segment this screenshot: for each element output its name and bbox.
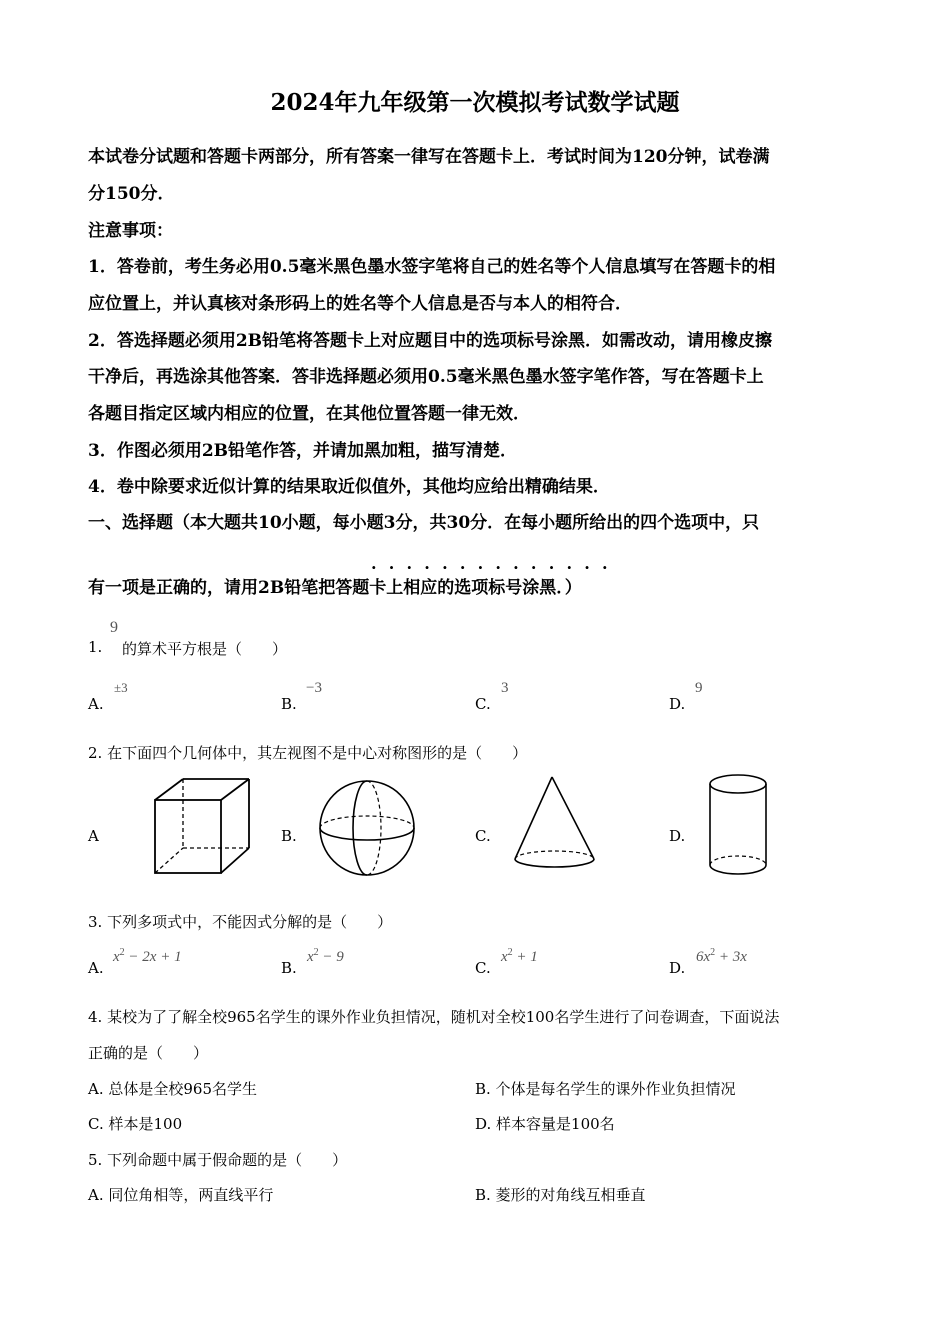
q1-option-d-value: 9 bbox=[695, 680, 703, 696]
q1-stem: 的算术平方根是（ ） bbox=[122, 640, 288, 658]
q3-option-b-label: B. bbox=[281, 959, 297, 977]
q1-option-c-value: 3 bbox=[501, 680, 509, 696]
note-line: 各题目指定区域内相应的位置，在其他位置答题一律无效． bbox=[88, 404, 530, 424]
q4-option-d: D. 样本容量是100名 bbox=[475, 1115, 615, 1133]
section-heading-line-1: 一、选择题（本大题共10小题，每小题3分，共30分．在每小题所给出的四个选项中，只 bbox=[88, 513, 760, 533]
q4-option-a: A. 总体是全校965名学生 bbox=[88, 1080, 257, 1098]
note-line: 4．卷中除要求近似计算的结果取近似值外，其他均应给出精确结果． bbox=[88, 477, 610, 497]
q2-stem: 2. 在下面四个几何体中，其左视图不是中心对称图形的是（ ） bbox=[88, 744, 528, 762]
notes-heading: 注意事项： bbox=[88, 221, 173, 241]
q5-stem: 5. 下列命题中属于假命题的是（ ） bbox=[88, 1151, 348, 1169]
q1-radicand: 9 bbox=[110, 619, 118, 636]
q1-option-a-label: A. bbox=[88, 695, 104, 713]
q1-option-c-label: C. bbox=[475, 695, 491, 713]
q3-option-d-label: D. bbox=[669, 959, 686, 977]
q4-option-b: B. 个体是每名学生的课外作业负担情况 bbox=[475, 1080, 736, 1098]
q1-option-b-label: B. bbox=[281, 695, 297, 713]
intro-line-1: 本试卷分试题和答题卡两部分，所有答案一律写在答题卡上．考试时间为120分钟，试卷满 bbox=[88, 147, 770, 167]
q2-option-c-label: C. bbox=[475, 827, 491, 845]
q1-number: 1. bbox=[88, 638, 103, 656]
q2-option-d-label: D. bbox=[669, 827, 686, 845]
q1-option-b-value: −3 bbox=[306, 680, 322, 696]
q5-option-b: B. 菱形的对角线互相垂直 bbox=[475, 1186, 646, 1204]
q1-option-a-value: ±3 bbox=[114, 680, 128, 695]
page-title: 2024年九年级第一次模拟考试数学试题 bbox=[270, 89, 680, 116]
note-line: 应位置上，并认真核对条形码上的姓名等个人信息是否与本人的相符合． bbox=[88, 294, 632, 314]
note-line: 3．作图必须用2B铅笔作答，并请加黑加粗，描写清楚． bbox=[88, 441, 518, 461]
cube-figure bbox=[152, 776, 254, 876]
q5-option-a: A. 同位角相等，两直线平行 bbox=[88, 1186, 274, 1204]
q3-option-c-expr: $x^2 + 1$ bbox=[501, 947, 538, 965]
section-heading-line-2: 有一项是正确的，请用2B铅笔把答题卡上相应的选项标号涂黑．） bbox=[88, 578, 582, 598]
cone-figure bbox=[512, 775, 598, 869]
q3-stem: 3. 下列多项式中，不能因式分解的是（ ） bbox=[88, 913, 393, 931]
q4-option-c: C. 样本是100 bbox=[88, 1115, 183, 1133]
q4-stem-line-1: 4. 某校为了了解全校965名学生的课外作业负担情况，随机对全校100名学生进行了问卷调查，下面说法 bbox=[88, 1008, 780, 1026]
q4-stem-line-2: 正确的是（ ） bbox=[88, 1044, 209, 1062]
emphasis-dots: .............. bbox=[371, 554, 620, 573]
cylinder-figure bbox=[706, 773, 770, 877]
note-line: 干净后，再选涂其他答案．答非选择题必须用0.5毫米黑色墨水签字笔作答，写在答题卡上 bbox=[88, 367, 764, 387]
note-line: 1．答卷前，考生务必用0.5毫米黑色墨水签字笔将自己的姓名等个人信息填写在答题卡的相 bbox=[88, 257, 776, 277]
q3-option-b-expr: $x^2 - 9$ bbox=[307, 947, 344, 965]
intro-line-2: 分150分． bbox=[88, 184, 175, 204]
q3-option-a-label: A. bbox=[88, 959, 104, 977]
q2-option-b-label: B. bbox=[281, 827, 297, 845]
q3-option-d-expr: $6x^2 + 3x$ bbox=[696, 947, 747, 965]
q3-option-a-expr: $x^2 - 2x + 1$ bbox=[113, 947, 182, 965]
note-line: 2．答选择题必须用2B铅笔将答题卡上对应题目中的选项标号涂黑．如需改动，请用橡皮擦 bbox=[88, 331, 773, 351]
q2-option-a-label: A bbox=[88, 827, 99, 845]
sphere-figure bbox=[318, 778, 418, 878]
q3-option-c-label: C. bbox=[475, 959, 491, 977]
q1-option-d-label: D. bbox=[669, 695, 686, 713]
